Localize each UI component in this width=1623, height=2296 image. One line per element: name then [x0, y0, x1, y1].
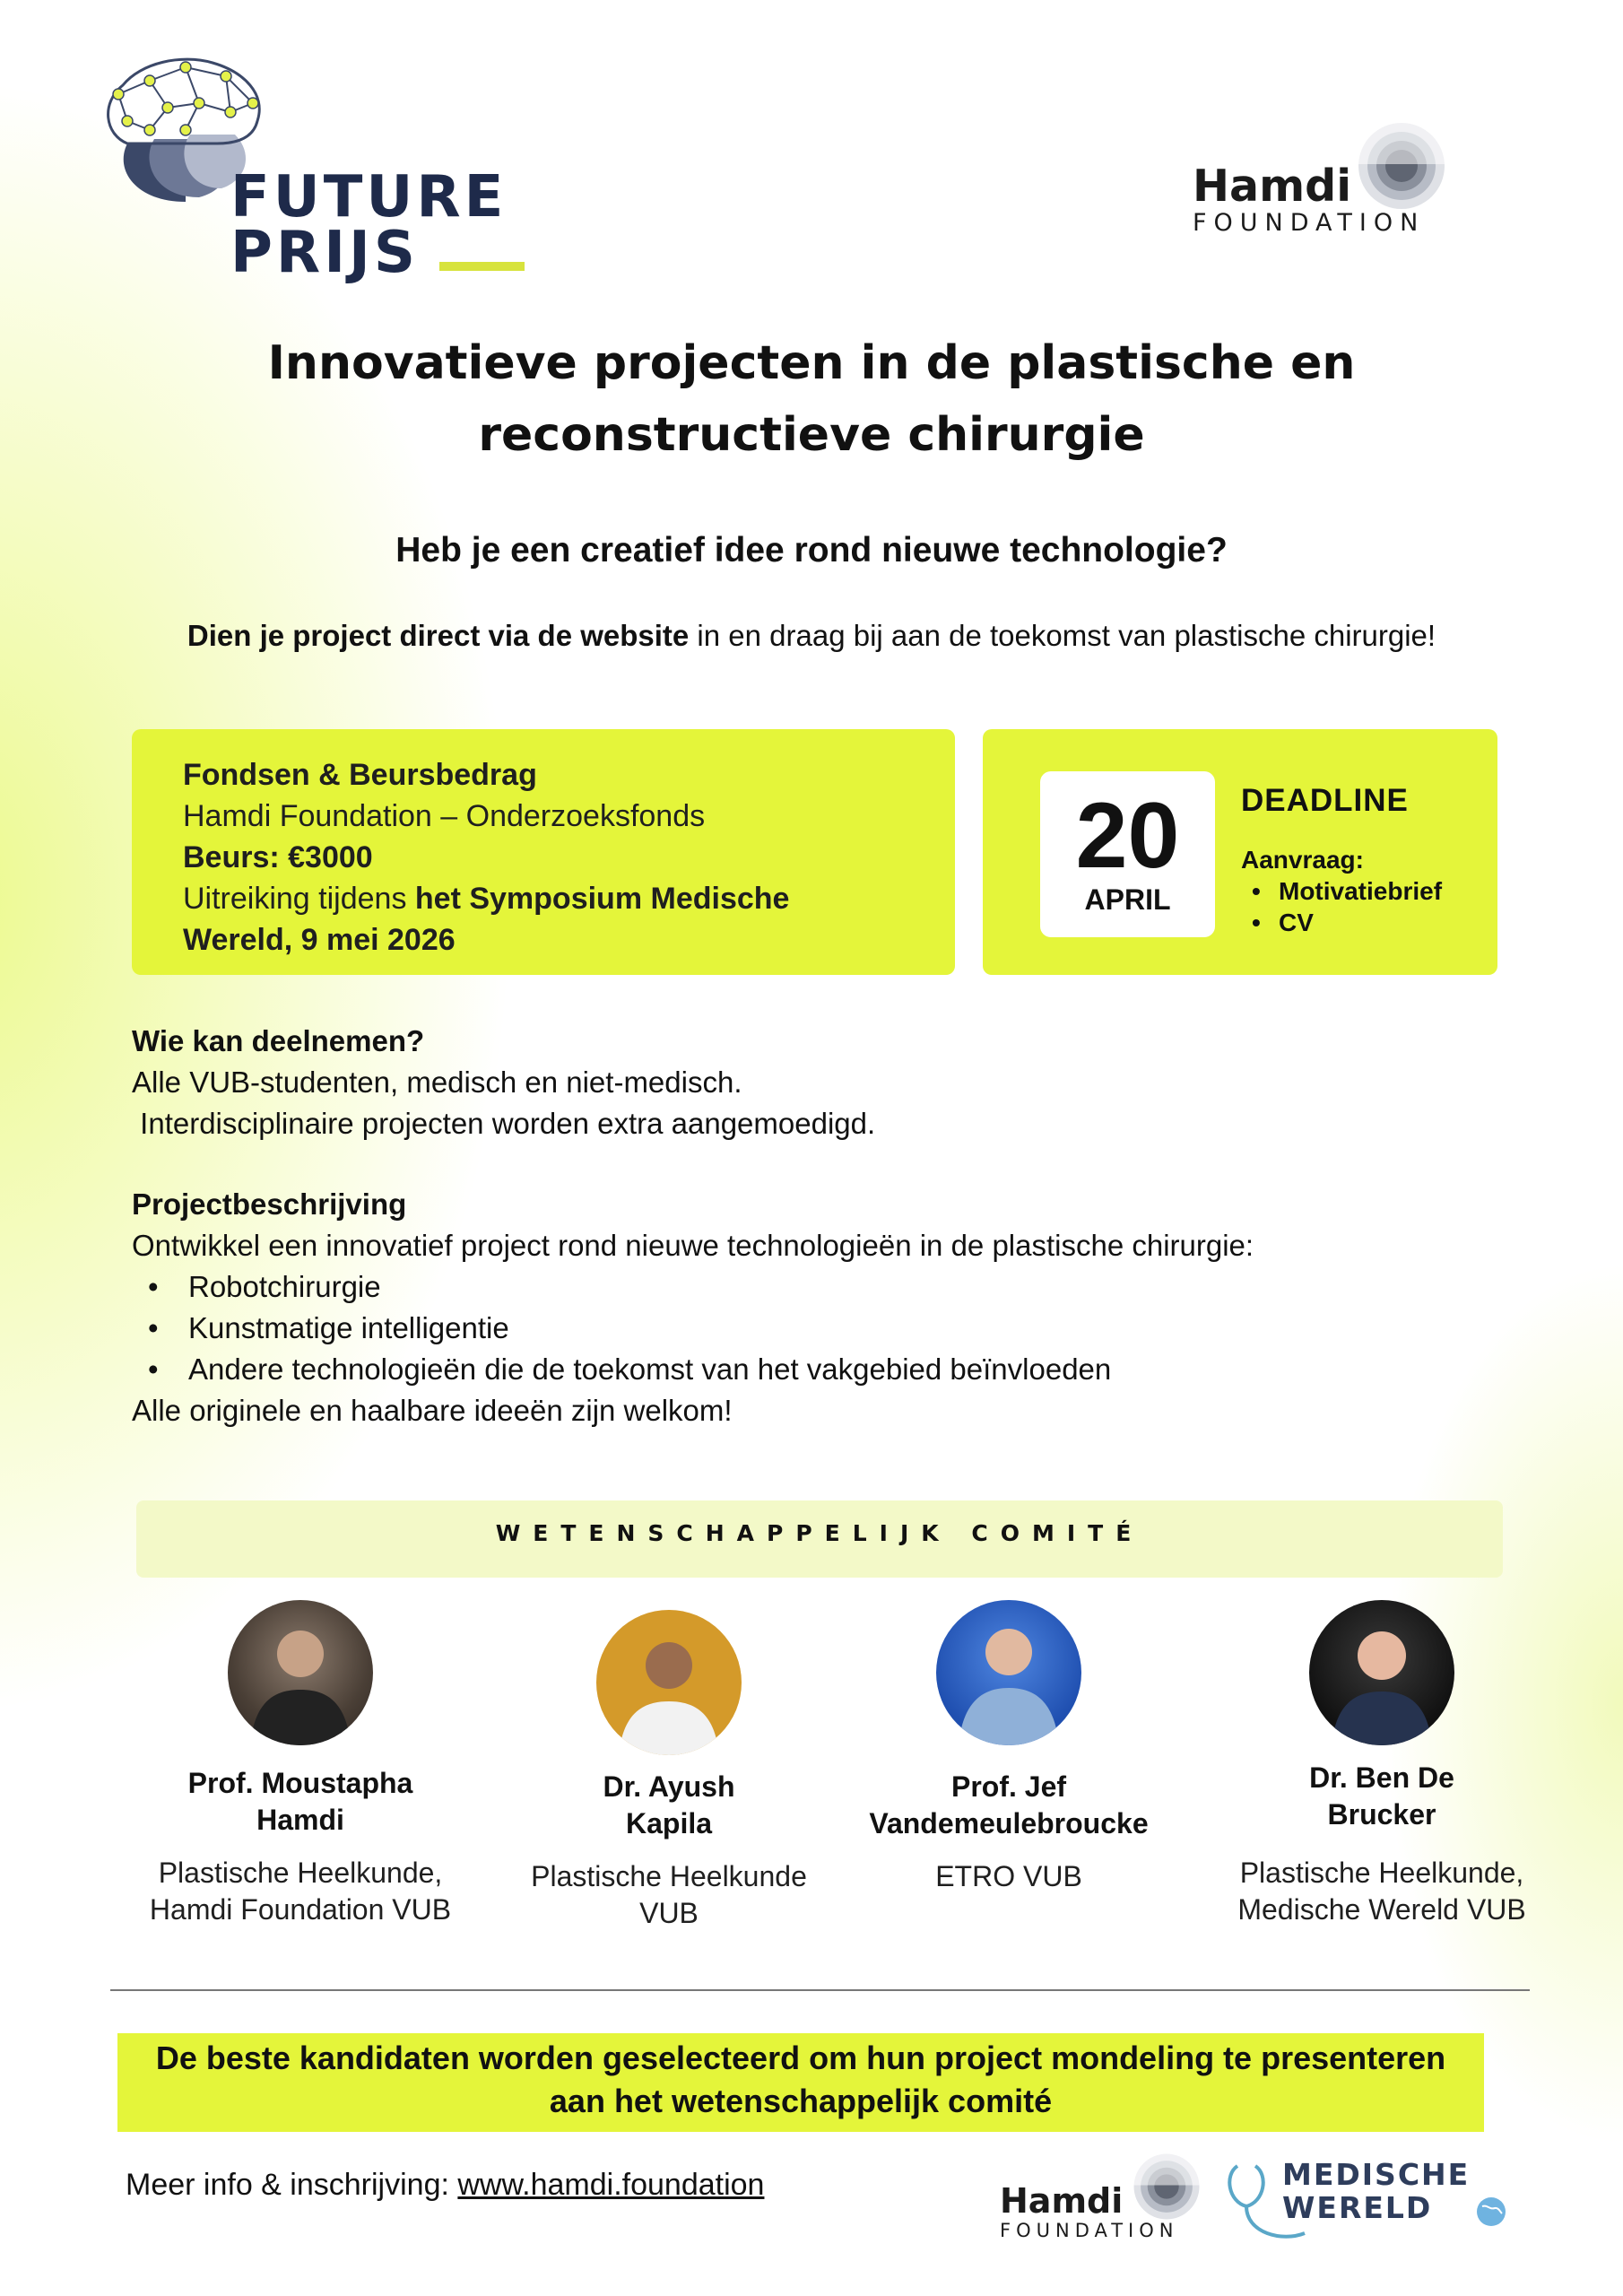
- future-prijs-logo-line1: FUTURE: [230, 164, 508, 230]
- future-prijs-logo: [100, 54, 531, 287]
- fund-name: Hamdi Foundation – Onderzoeksfonds: [183, 799, 706, 833]
- deadline-item-text: Motivatiebrief: [1279, 877, 1443, 905]
- callout-text: [117, 2037, 1484, 2123]
- project-intro: Ontwikkel een innovatief project rond nieuwe technologieën in de plastische chirurgie:: [132, 1229, 1254, 1262]
- member-name-line2: Kapila: [625, 1807, 713, 1839]
- deadline-month: APRIL: [1084, 883, 1171, 916]
- deadline-item-text: CV: [1279, 909, 1314, 936]
- project-heading: Projectbeschrijving: [132, 1187, 407, 1221]
- list-item-text: Andere technologieën die de toekomst van het vakgebied beïnvloeden: [188, 1352, 1112, 1386]
- medische-wereld-line2: WERELD: [1282, 2190, 1433, 2225]
- person-photo-icon: [596, 1610, 742, 1755]
- list-item: • Andere technologieën die de toekomst van het vakgebied beïnvloeden: [148, 1352, 1112, 1386]
- member-name-line1: Prof. Jef: [950, 1770, 1067, 1803]
- fund-amount: Beurs: €3000: [183, 840, 373, 874]
- deadline-item: • CV: [1252, 909, 1314, 936]
- member-role: [1193, 1855, 1570, 1928]
- deadline-item: • Motivatiebrief: [1252, 877, 1443, 905]
- avatar: [596, 1610, 742, 1755]
- avatar: [936, 1600, 1081, 1745]
- callout-line1: De beste kandidaten worden geselecteerd om hun project mondeling te presenteren: [155, 2039, 1446, 2076]
- member-name-line1: Dr. Ben De: [1309, 1761, 1454, 1794]
- member-role-line1: Plastische Heelkunde,: [158, 1857, 443, 1889]
- committee-title: WETENSCHAPPELIJK COMITÉ: [495, 1520, 1144, 1546]
- hamdi-rings-icon: [1357, 121, 1446, 211]
- divider: [110, 1989, 1530, 1991]
- future-prijs-underline: [439, 262, 525, 271]
- member-role: [112, 1855, 489, 1928]
- page-subtitle: Heb je een creatief idee rond nieuwe technologie?: [395, 531, 1228, 570]
- member-role: [820, 1858, 1197, 1895]
- future-prijs-logo-line2: PRIJS: [230, 220, 419, 286]
- member-role-line2: Hamdi Foundation VUB: [149, 1893, 452, 1926]
- deadline-box: [983, 729, 1497, 975]
- member-name-line2: Brucker: [1327, 1798, 1436, 1831]
- hamdi-logo-sub: FOUNDATION: [1000, 2220, 1179, 2241]
- hamdi-logo-name: Hamdi: [1000, 2181, 1124, 2221]
- hamdi-logo-name: Hamdi: [1193, 161, 1352, 212]
- member-name-line1: Dr. Ayush: [603, 1770, 735, 1803]
- intro-text: [0, 619, 1623, 653]
- wie-heading: Wie kan deelnemen?: [132, 1024, 425, 1057]
- wie-line1: Alle VUB-studenten, medisch en niet-medisch.: [132, 1065, 742, 1099]
- member-name: [1193, 1760, 1570, 1833]
- fund-award-bold: het Symposium Medische: [414, 882, 790, 916]
- footer-label: Meer info & inschrijving:: [126, 2168, 458, 2202]
- member-name-line2: Vandemeulebroucke: [869, 1807, 1149, 1839]
- hamdi-logo-sub: FOUNDATION: [1193, 209, 1426, 237]
- hamdi-foundation-footer-logo: [1000, 2152, 1206, 2242]
- date-card: [1040, 771, 1215, 937]
- person-photo-icon: [228, 1600, 373, 1745]
- member-role: [481, 1858, 857, 1932]
- fund-award-prefix: Uitreiking tijdens: [183, 882, 415, 916]
- aanvraag-label: Aanvraag:: [1241, 846, 1364, 874]
- intro-rest: in en draag bij aan de toekomst van plastische chirurgie!: [689, 619, 1436, 652]
- fund-award: [183, 882, 789, 917]
- fund-box: [132, 729, 955, 975]
- avatar: [228, 1600, 373, 1745]
- list-item-text: Robotchirurgie: [188, 1270, 381, 1303]
- member-role-line2: VUB: [639, 1897, 699, 1929]
- hamdi-rings-icon: [1133, 2152, 1201, 2221]
- website-link[interactable]: www.hamdi.foundation: [457, 2168, 765, 2202]
- hamdi-foundation-logo: [1188, 121, 1457, 238]
- person-photo-icon: [936, 1600, 1081, 1745]
- wie-line2: Interdisciplinaire projecten worden extra aangemoedigd.: [132, 1107, 876, 1140]
- footer-info: [126, 2168, 764, 2203]
- globe-icon: [1475, 2196, 1507, 2228]
- callout-box: [117, 2033, 1484, 2132]
- medische-wereld-logo: [1219, 2152, 1515, 2251]
- page-title: Innovatieve projecten in de plastische en reconstructieve chirurgie: [267, 336, 1356, 462]
- project-closing: Alle originele en haalbare ideeën zijn welkom!: [132, 1394, 733, 1427]
- list-item-text: Kunstmatige intelligentie: [188, 1311, 509, 1344]
- member-role-line1: Plastische Heelkunde,: [1239, 1857, 1524, 1889]
- member-role-line1: ETRO VUB: [935, 1860, 1082, 1892]
- member-name: [481, 1769, 857, 1842]
- committee-band: [136, 1500, 1503, 1578]
- person-photo-icon: [1309, 1600, 1454, 1745]
- fund-heading: Fondsen & Beursbedrag: [183, 758, 537, 792]
- list-item: • Robotchirurgie: [148, 1270, 381, 1303]
- deadline-title: DEADLINE: [1241, 783, 1409, 818]
- fund-award-line2: Wereld, 9 mei 2026: [183, 923, 456, 957]
- member-name: [820, 1769, 1197, 1842]
- callout-line2: aan het wetenschappelijk comité: [549, 2083, 1053, 2119]
- member-name: [112, 1765, 489, 1839]
- member-role-line1: Plastische Heelkunde: [531, 1860, 807, 1892]
- list-item: • Kunstmatige intelligentie: [148, 1311, 509, 1344]
- medische-wereld-line1: MEDISCHE: [1282, 2157, 1471, 2192]
- member-name-line1: Prof. Moustapha: [187, 1767, 413, 1799]
- avatar: [1309, 1600, 1454, 1745]
- intro-bold: Dien je project direct via de website: [187, 619, 690, 652]
- member-name-line2: Hamdi: [256, 1804, 344, 1836]
- member-role-line2: Medische Wereld VUB: [1237, 1893, 1526, 1926]
- deadline-day: 20: [1075, 784, 1180, 888]
